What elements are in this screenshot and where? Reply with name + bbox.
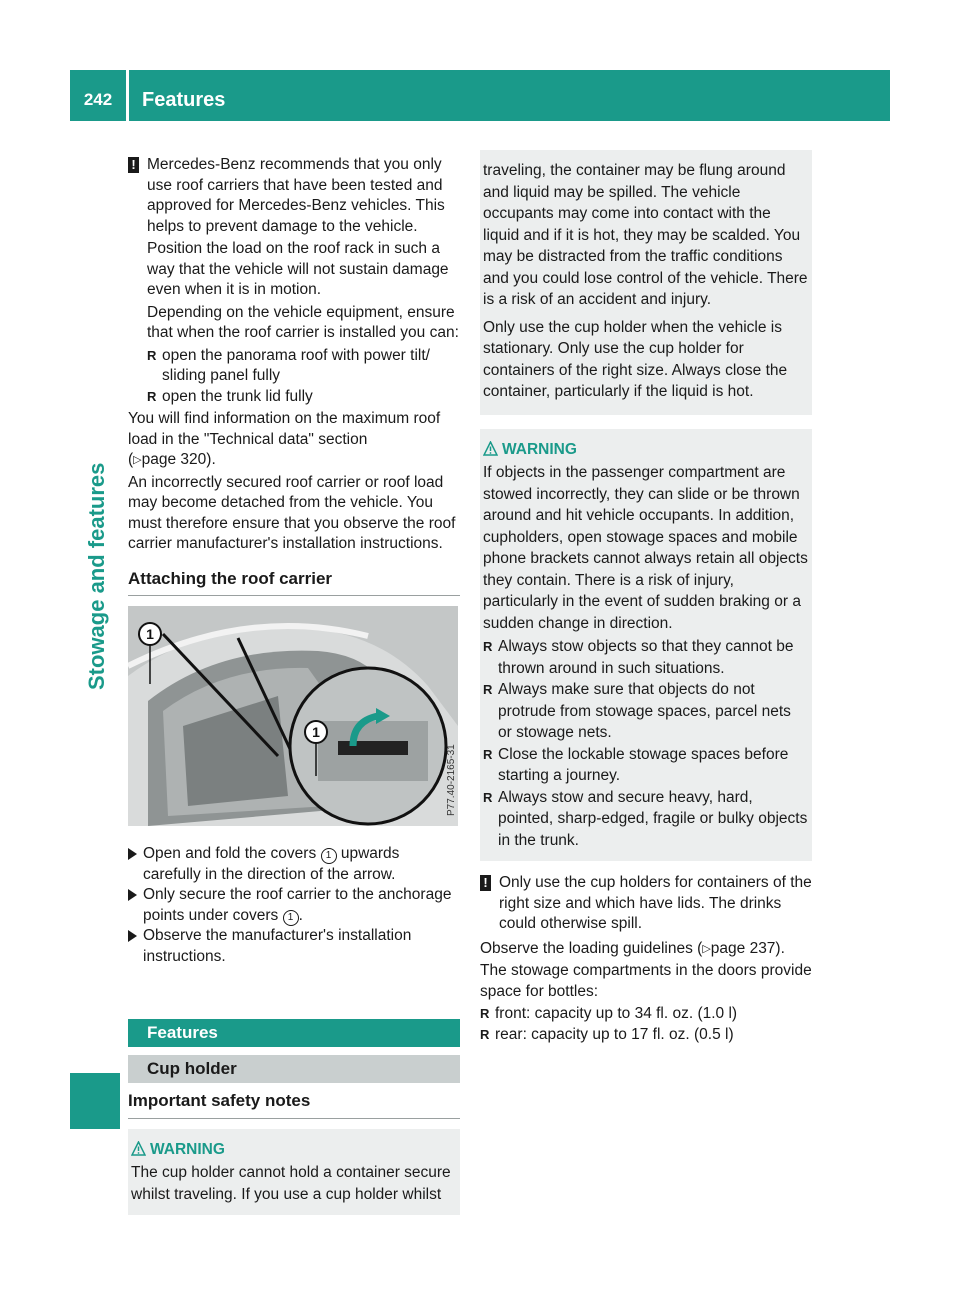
list-item: R open the trunk lid fully (128, 387, 460, 408)
step-arrow-icon (128, 930, 137, 942)
paragraph-incorrect: An incorrectly secured roof carrier or roof load may become detached from the vehicle. You must therefore ensure that you observe the roof carrier manufacturer's installation instructions. (128, 473, 456, 552)
paragraph-doors: The stowage compartments in the doors provide space for bottles: (480, 962, 812, 1000)
bullet-icon: R (480, 1026, 490, 1042)
warning-box-cup-holder (128, 1129, 460, 1216)
warning-text: The cup holder cannot hold a container secure whilst traveling. If you use a cup holder whilst (131, 1164, 451, 1203)
figure-code: P77.40-2165-31 (446, 744, 457, 816)
list-item: R open the panorama roof with power tilt/ sliding panel fully (147, 346, 430, 384)
paragraph-loading: Observe the loading guidelines (▷page 237). (480, 939, 812, 960)
notice-text: Mercedes-Benz recommends that you only use roof carriers that have been tested and approved for Mercedes-Benz vehicles. This helps to prevent damage to the vehicle. (147, 156, 445, 235)
list-item: R Always stow and secure heavy, hard, pointed, sharp-edged, fragile or bulky objects in the trunk. (483, 788, 808, 849)
list-item: R front: capacity up to 34 fl. oz. (1.0 l) (480, 1004, 812, 1025)
left-column (128, 155, 460, 1215)
heading-safety-notes: Important safety notes (128, 1091, 460, 1119)
warning-text: If objects in the passenger compartment are stowed incorrectly, they can slide or be thrown around and hit vehicle occupants. In addition, cupholders, open stowage spaces and mobile phone brackets cannot always retain all objects they contain. There is a risk of injury, particularly in the event of sudden braking or a sudden change in direction. (483, 464, 808, 632)
step-arrow-icon (128, 889, 137, 901)
notice-cup-holders (480, 873, 812, 935)
callout-1-icon: 1 (321, 848, 337, 864)
page-ref-icon: ▷ (133, 454, 142, 466)
warning-icon (131, 1141, 146, 1156)
warning-continued-text: traveling, the container may be flung around and liquid may be spilled. The vehicle occupants may come into contact with the liquid and if it is hot, they may be scalded. You may be distracted from the traffic conditions and you could lose control of the vehicle. There is a risk of an accident and injury. (483, 162, 808, 308)
page-ref-link[interactable]: page 237). (710, 939, 785, 957)
bullet-icon: R (483, 639, 493, 654)
right-column (480, 150, 812, 1045)
exclamation-icon: ! (480, 875, 491, 891)
callout-1-icon: 1 (283, 910, 299, 926)
step-arrow-icon (128, 848, 137, 860)
page-number: 242 (83, 90, 113, 109)
svg-text:1: 1 (146, 626, 154, 642)
section-cup-holder: Cup holder (128, 1055, 460, 1083)
side-tab-label: Stowage and features (84, 462, 109, 690)
warning-box-cup-holder-continued (480, 150, 812, 415)
list-item: R rear: capacity up to 17 fl. oz. (0.5 l) (480, 1025, 812, 1046)
svg-text:1: 1 (312, 724, 320, 740)
notice-roof-carrier (128, 155, 460, 344)
warning-header: WARNING (483, 439, 808, 461)
step-item: Open and fold the covers 1 upwards carefully in the direction of the arrow. (128, 844, 460, 885)
warning-header: WARNING (131, 1139, 456, 1161)
warning-box-stowage (480, 429, 812, 862)
bullet-icon: R (483, 746, 493, 762)
list-item: R Close the lockable stowage spaces before starting a journey. (483, 745, 789, 784)
bullet-icon: R (483, 789, 493, 805)
page-title: Features (142, 89, 226, 111)
notice-equipment-text: Depending on the vehicle equipment, ensure that when the roof carrier is installed you can: (147, 303, 459, 341)
warning-instruction-text: Only use the cup holder when the vehicle is stationary. Only use the cup holder for containers of the right size. Always close the container, particularly if the liquid is hot. (483, 318, 788, 400)
side-tab (84, 462, 114, 720)
list-item: R Always make sure that objects do not protrude from stowage spaces, parcel nets or stowage nets. (483, 681, 791, 741)
bullet-icon: R (480, 1006, 490, 1021)
list-item: R Always stow objects so that they cannot be thrown around in such situations. (483, 638, 794, 677)
steps-list (128, 844, 460, 967)
step-item: Only secure the roof carrier to the anchorage points under covers 1 . (128, 885, 460, 926)
step-item: Observe the manufacturer's installation instructions. (128, 926, 460, 967)
bullet-icon: R (147, 347, 157, 363)
page-ref-link[interactable]: page 320). (141, 451, 216, 468)
bullet-icon: R (147, 388, 157, 404)
heading-attaching: Attaching the roof carrier (128, 569, 460, 597)
roof-carrier-illustration (128, 606, 458, 826)
section-features: Features (128, 1019, 460, 1047)
exclamation-icon: ! (128, 157, 139, 173)
page-ref-icon: ▷ (702, 942, 711, 955)
bullet-icon: R (483, 682, 493, 697)
header-divider (126, 70, 129, 121)
side-marker (70, 1073, 120, 1129)
notice-text: Only use the cup holders for containers of the right size and which have lids. The drinks could otherwise spill. (499, 874, 812, 932)
notice-position-text: Position the load on the roof rack in such a way that the vehicle will not sustain damage even when it is in motion. (147, 240, 449, 298)
warning-icon (483, 441, 498, 456)
paragraph-max-load: You will find information on the maximum roof load in the "Technical data" section (▷page 320). (128, 409, 460, 471)
car-roof-image (128, 606, 458, 826)
